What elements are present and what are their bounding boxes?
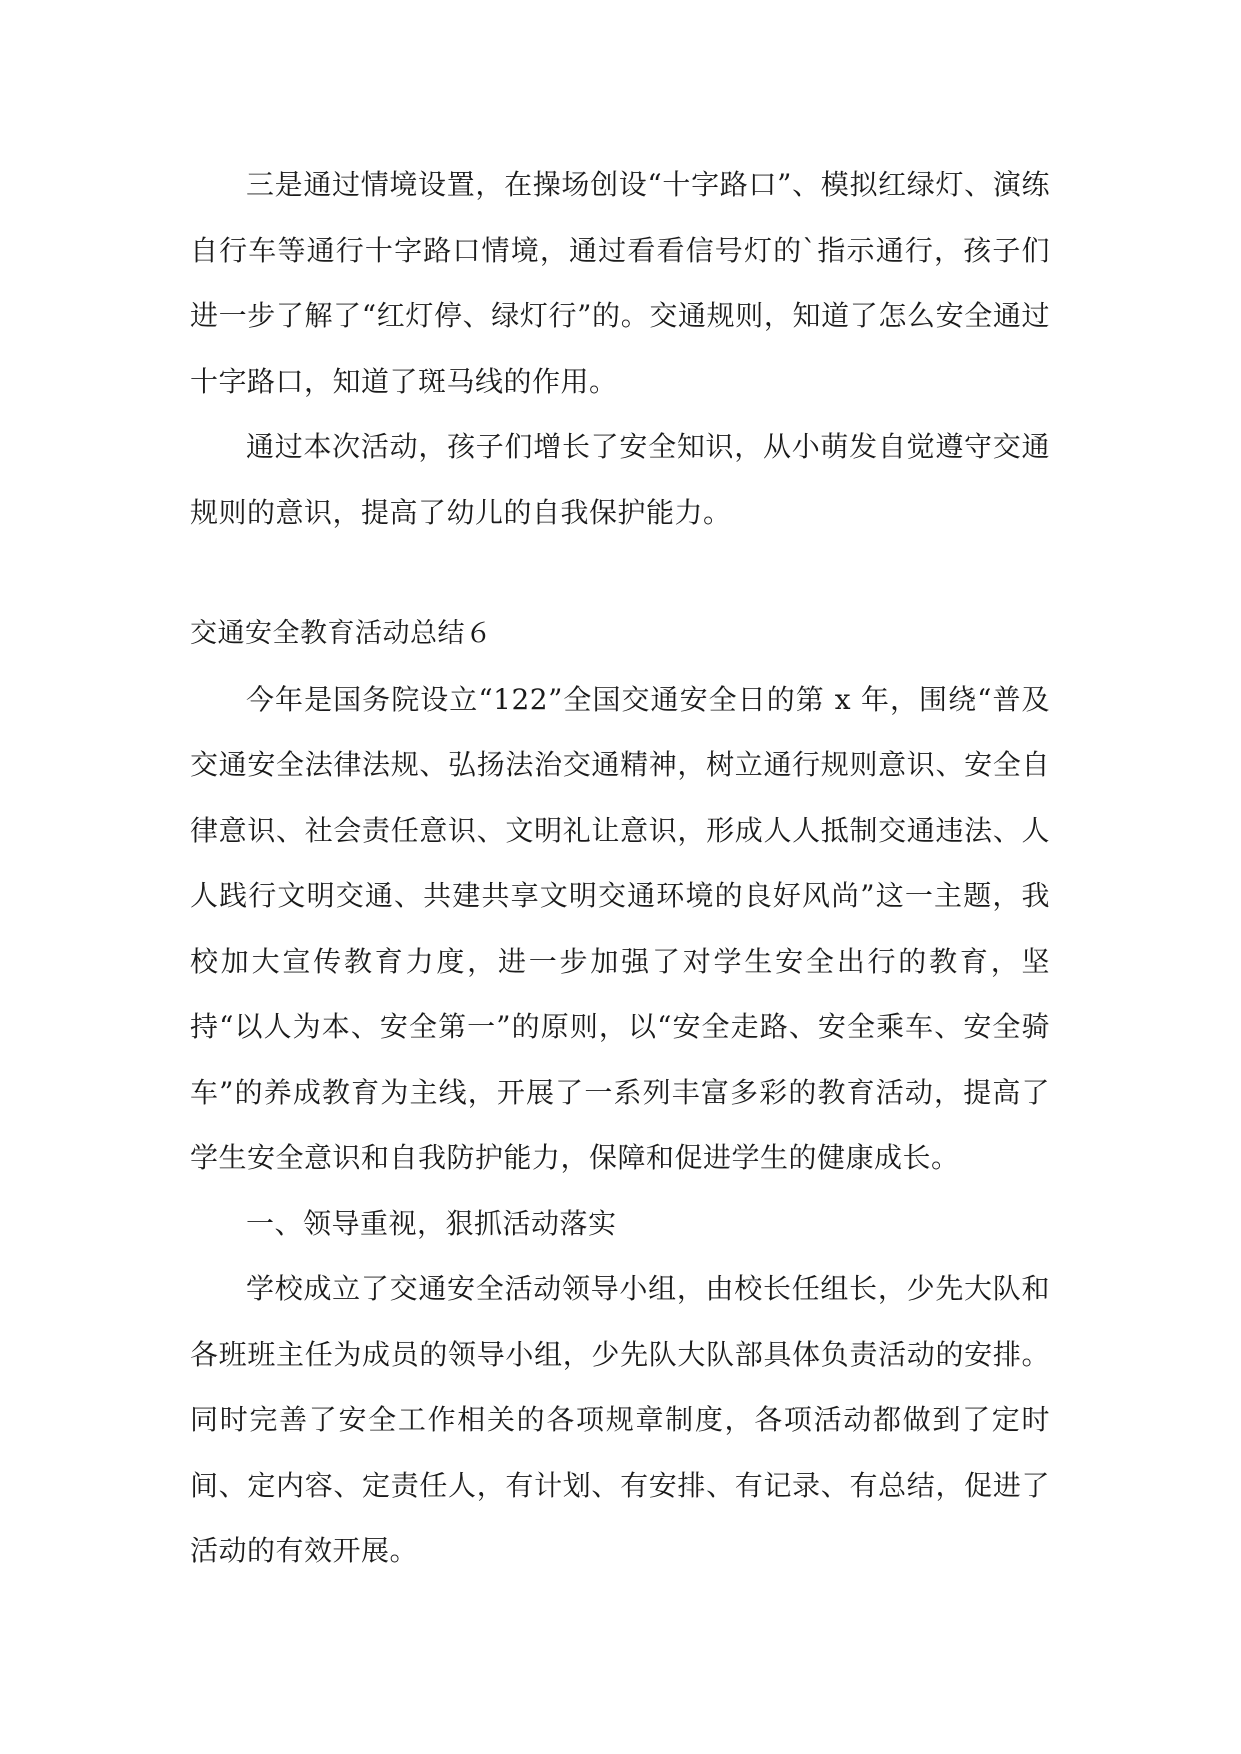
paragraph-traffic-scenario: 三是通过情境设置，在操场创设“十字路口”、模拟红绿灯、演练自行车等通行十字路口情境，通过看看信号灯的`指示通行，孩子们进一步了解了“红灯停、绿灯行”的。交通规则，知道了怎么安全通过十字路口，知道了斑马线的作用。 — [190, 168, 1050, 398]
subheading-leadership: 一、领导重视，狠抓活动落实 — [246, 1206, 617, 1240]
section-spacer — [190, 545, 1050, 601]
document-body — [190, 152, 1050, 1584]
paragraph-leadership-group: 学校成立了交通安全活动领导小组，由校长任组长，少先大队和各班班主任为成员的领导小组，少先队大队部具体负责活动的安排。同时完善了安全工作相关的各项规章制度，各项活动都做到了定时间、定内容、定责任人，有计划、有安排、有记录、有总结，促进了活动的有效开展。 — [190, 1272, 1050, 1567]
paragraph-activity-result: 通过本次活动，孩子们增长了安全知识，从小萌发自觉遵守交通规则的意识，提高了幼儿的自我保护能力。 — [190, 430, 1050, 529]
paragraph-intro: 今年是国务院设立“122”全国交通安全日的第 x 年，围绕“普及交通安全法律法规、弘扬法治交通精神，树立通行规则意识、安全自律意识、社会责任意识、文明礼让意识，形成人人抵制交通违法、人人践行文明交通、共建共享文明交通环境的良好风尚”这一主题，我校加大宣传教育力度，进一步加强了对学生安全出行的教育，坚持“以人为本、安全第一”的原则，以“安全走路、安全乘车、安全骑车”的养成教育为主线，开展了一系列丰富多彩的教育活动，提高了学生安全意识和自我防护能力，保障和促进学生的健康成长。 — [190, 682, 1050, 1174]
section-title: 交通安全教育活动总结６ — [190, 618, 493, 649]
